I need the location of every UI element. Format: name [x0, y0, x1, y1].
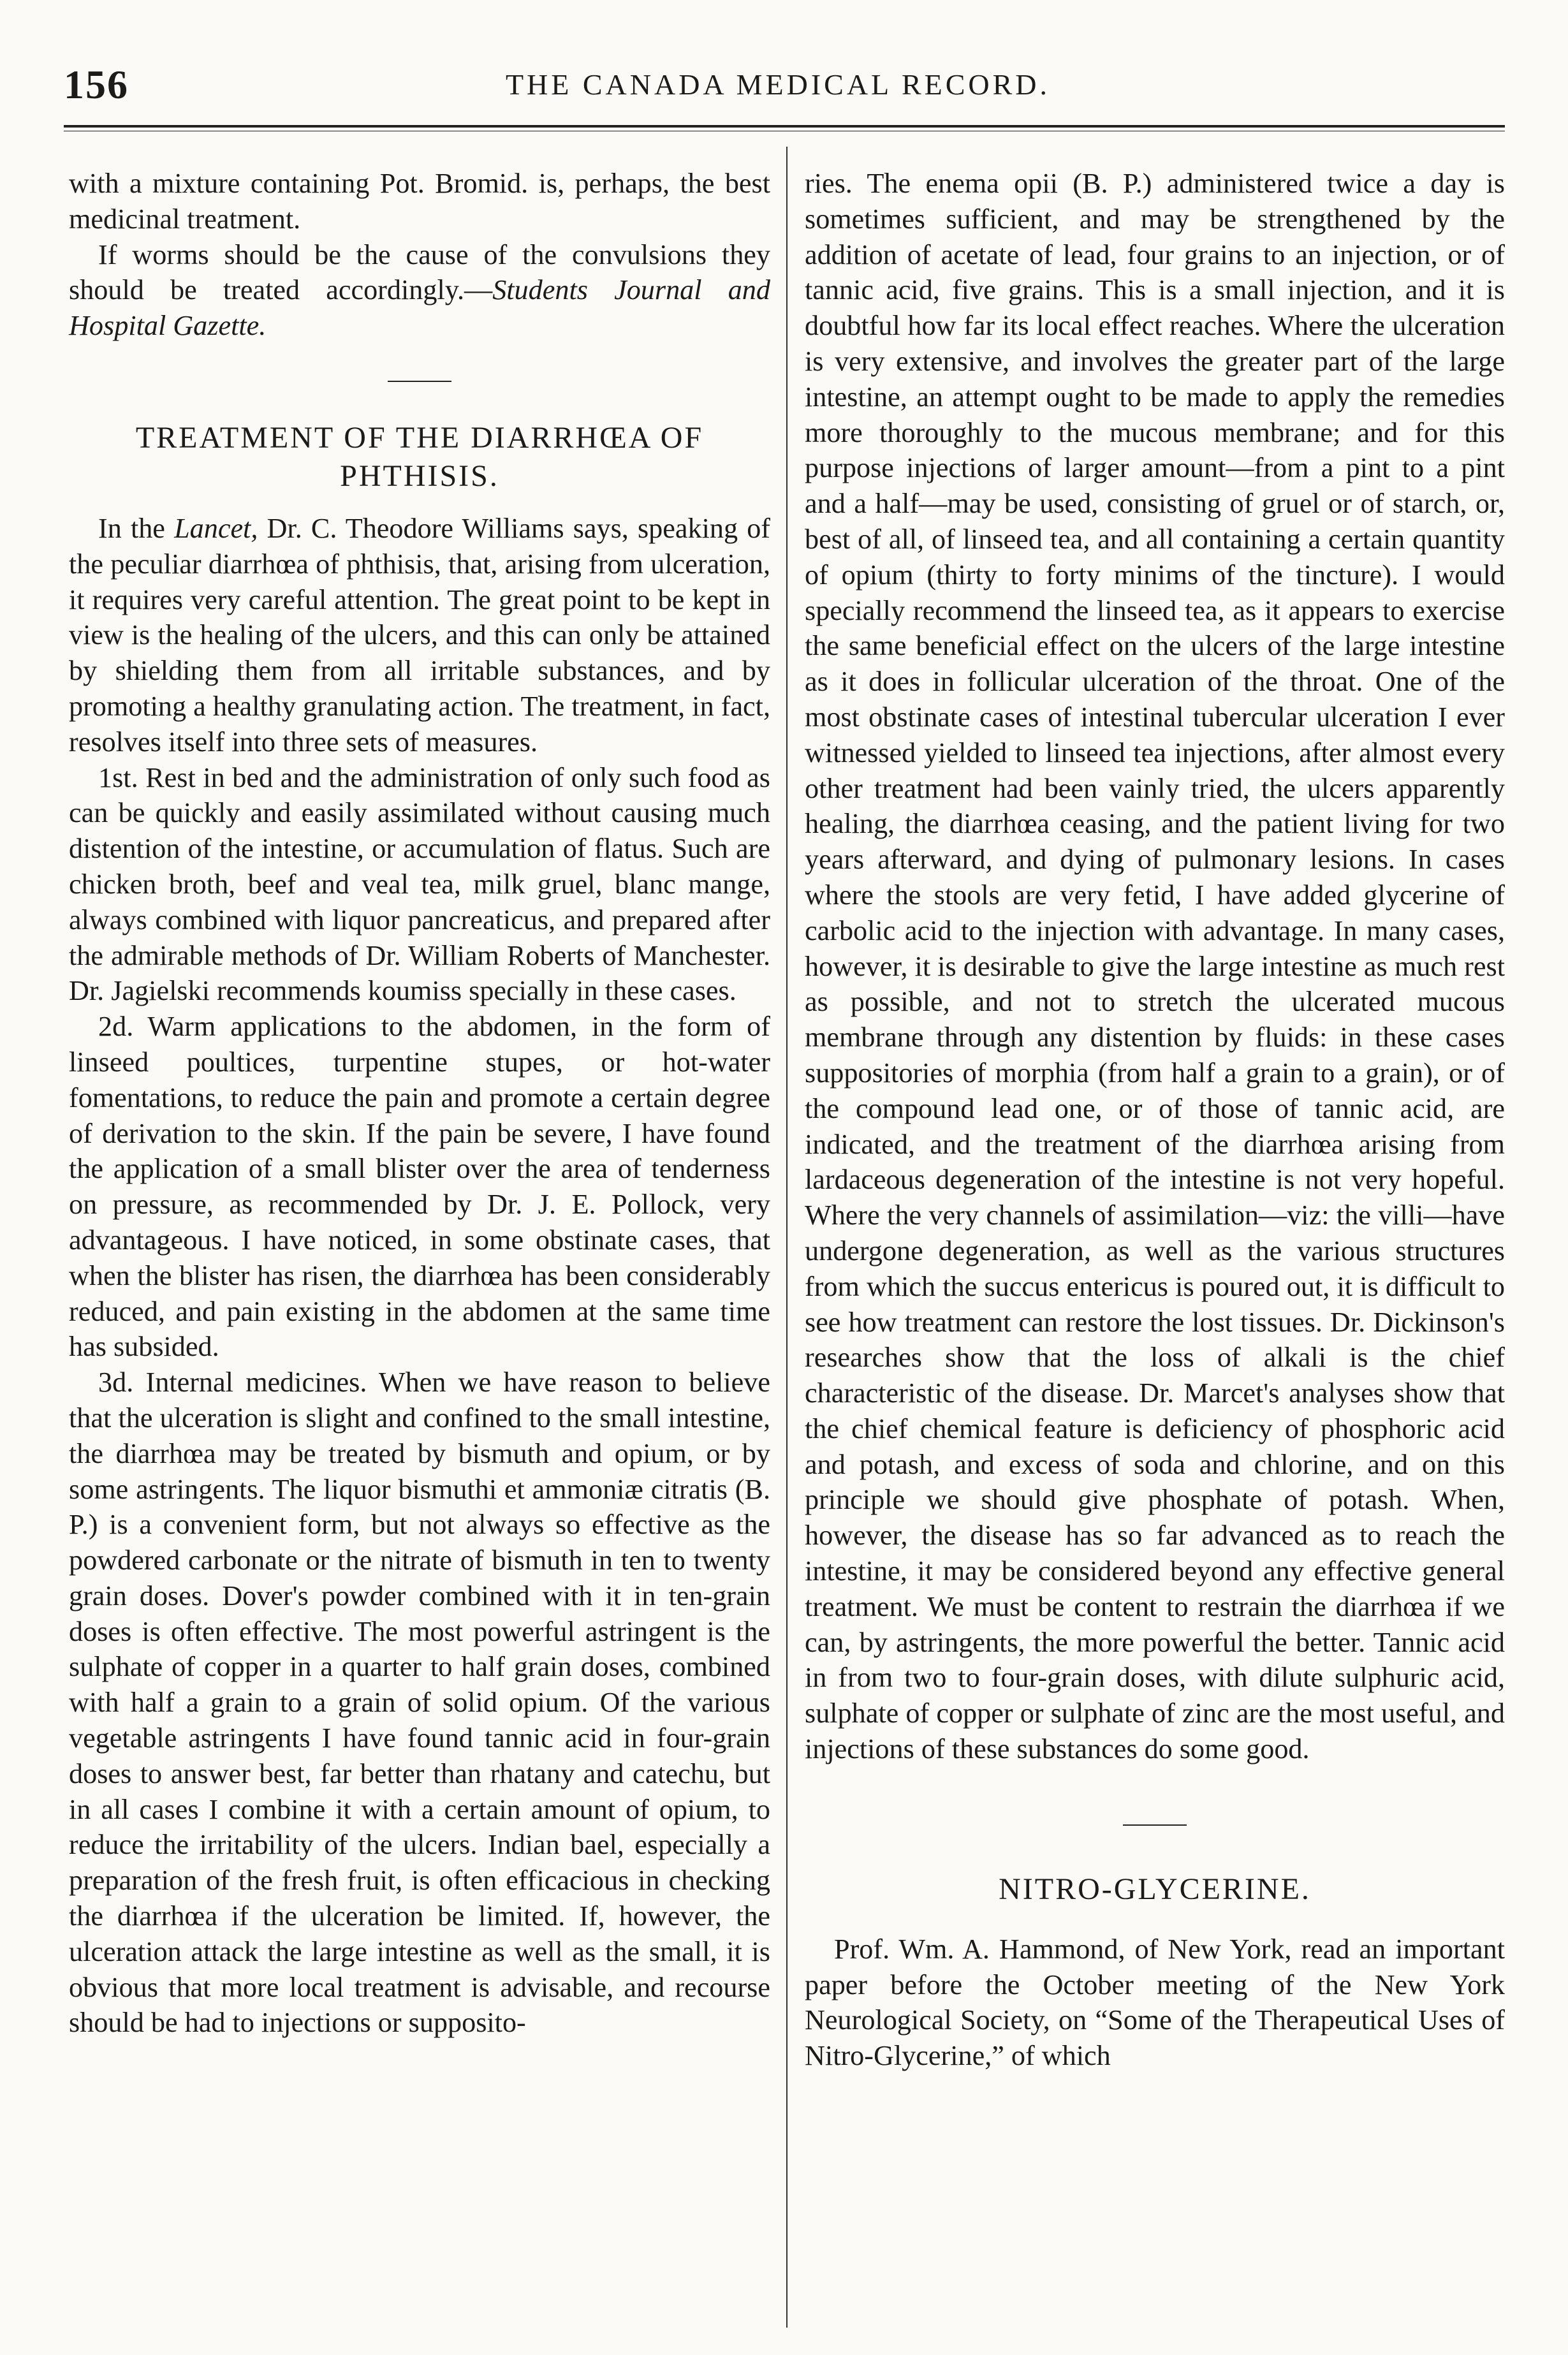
- section-rule-right: [1123, 1824, 1187, 1826]
- hammond-paragraph: Prof. Wm. A. Hammond, of New York, read an important paper before the October meeting of the New York Neurological Society, on “Some of the Therapeutical Uses of Nitro-Glycerine,” of which: [805, 1933, 1505, 2072]
- column-divider: [786, 147, 788, 2328]
- second-measure-paragraph: 2d. Warm applications to the abdomen, in the form of linseed poultices, turpentine stupes, or hot-water fomentations, to reduce the pain and promote a certain degree of derivation to the skin. If the pain be severe, I have found the application of a small blister over the area of tenderness on pressure, as recommended by Dr. J. E. Pollock, very advantageous. I have noticed, in some obstinate cases, that when the blister has risen, the diarrhœa has been considerably reduced, and pain existing in the abdomen at the same time has subsided.: [69, 1011, 770, 1363]
- article-heading-diarrhoea: TREATMENT OF THE DIARRHŒA OF PHTHISIS.: [135, 420, 704, 493]
- worms-paragraph: If worms should be the cause of the convulsions they should be treated accordingly.—Students Journal and Hospital Gazette.: [69, 238, 770, 342]
- header-double-rule: [64, 125, 1505, 131]
- continued-paragraph: with a mixture containing Pot. Bromid. is, perhaps, the best medicinal treatment.: [69, 168, 770, 235]
- running-title: THE CANADA MEDICAL RECORD.: [505, 68, 1051, 101]
- third-measure-paragraph: 3d. Internal medicines. When we have reason to believe that the ulceration is slight and confined to the small intestine, the diarrhœa may be treated by bismuth and opium, or by some astringents. The liquor bismuthi et ammoniæ citratis (B. P.) is a convenient form, but not always so effective as the powdered carbonate or the nitrate of bismuth in ten to twenty grain doses. Dover's powder combined with it in ten-grain doses is often effective. The most powerful astringent is the sulphate of copper in a quarter to half grain doses, combined with half a grain to a grain of solid opium. Of the various vegetable astringents I have found tannic acid in four-grain doses to answer best, far better than rhatany and catechu, but in all cases I combine it with a certain amount of opium, to reduce the irritability of the ulcers. Indian bael, especially a preparation of the fresh fruit, is often efficacious in checking the diarrhœa if the ulceration be limited. If, however, the ulceration attack the large intestine as well as the small, it is obvious that more local treatment is advisable, and recourse should be had to injections or supposito-: [69, 1367, 770, 2039]
- intro-paragraph: In the Lancet, Dr. C. Theodore Williams says, speaking of the peculiar diarrhœa of phthisis, that, arising from ulceration, it requires very careful attention. The great point to be kept in view is the healing of the ulcers, and this can only be attained by shielding them from all irritable substances, and by promoting a healthy granulating action. The treatment, in fact, resolves itself into three sets of measures.: [69, 512, 770, 758]
- right-column: [805, 166, 1505, 2334]
- continued-paragraph-right: ries. The enema opii (B. P.) administered twice a day is sometimes sufficient, and may be strengthened by the addition of acetate of lead, four grains to an injection, or of tannic acid, five grains. This is a small injection, and it is doubtful how far its local effect reaches. Where the ulceration is very extensive, and involves the greater part of the large intestine, an attempt ought to be made to apply the remedies more thoroughly to the mucous membrane; and for this purpose injections of larger amount—from a pint to a pint and a half—may be used, consisting of gruel or of starch, or, best of all, of linseed tea, and all containing a certain quantity of opium (thirty to forty minims of the tincture). I would specially recommend the linseed tea, as it appears to exercise the same beneficial effect on the ulcers of the large intestine as it does in follicular ulceration of the throat. One of the most obstinate cases of intestinal tubercular ulceration I ever witnessed yielded to linseed tea injections, after almost every other treatment had been vainly tried, the ulcers apparently healing, the diarrhœa ceasing, and the patient living for two years afterward, and dying of pulmonary lesions. In cases where the stools are very fetid, I have added glycerine of carbolic acid to the injection with advantage. In many cases, however, it is desirable to give the large intestine as much rest as possible, and not to stretch the ulcerated mucous membrane through any distention by fluids: in these cases suppositories of morphia (from half a grain to a grain), or of the compound lead one, or of those of tannic acid, are indicated, and the treatment of the diarrhœa arising from lardaceous degeneration of the intestine is not very hopeful. Where the very channels of assimilation—viz: the villi—have undergone degeneration, as well as the various structures from which the succus entericus is poured out, it is difficult to see how treatment can restore the lost tissues. Dr. Dickinson's researches show that the loss of alkali is the chief characteristic of the disease. Dr. Marcet's analyses show that the chief chemical feature is deficiency of phosphoric acid and potash, and excess of soda and chlorine, and on this principle we should give phosphate of potash. When, however, the disease has so far advanced as to reach the intestine, it may be considered beyond any effective general treatment. We must be content to restrain the diarrhœa if we can, by astringents, the more powerful the better. Tannic acid in from two to four-grain doses, with dilute sulphuric acid, sulphate of copper or sulphate of zinc are the most useful, and injections of these substances do some good.: [805, 168, 1505, 1765]
- first-measure-paragraph: 1st. Rest in bed and the administration of only such food as can be quickly and easily assimilated without causing much distention of the intestine, or accumulation of flatus. Such are chicken broth, beef and veal tea, milk gruel, blanc mange, always combined with liquor pancreaticus, and prepared after the admirable methods of Dr. William Roberts of Manchester. Dr. Jagielski recommends koumiss specially in these cases.: [69, 761, 770, 1007]
- page-number: 156: [64, 62, 129, 107]
- article-heading-nitroglycerine: NITRO-GLYCERINE.: [999, 1872, 1311, 1906]
- section-rule: [388, 381, 451, 382]
- source-citation: Students Journal and Hospital Gazette.: [69, 274, 770, 342]
- lancet-title: Lancet,: [174, 512, 258, 544]
- page-header: [64, 61, 1492, 112]
- left-column: [69, 166, 770, 2334]
